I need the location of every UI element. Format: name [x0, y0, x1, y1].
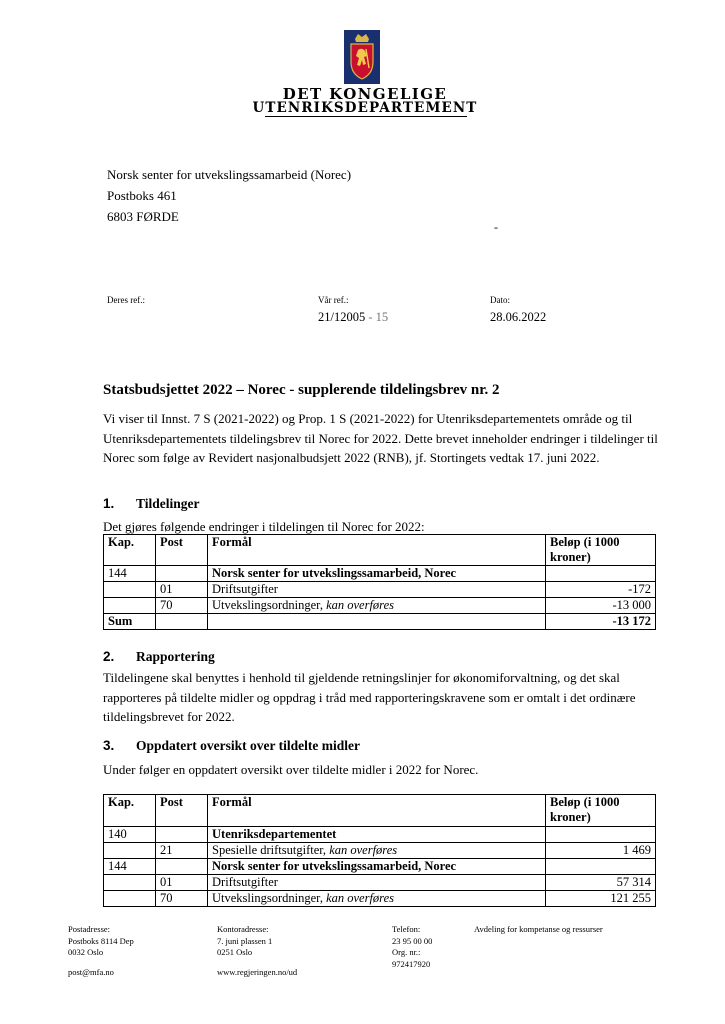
- cell-belop: 121 255: [546, 891, 656, 907]
- recipient-postbox: Postboks 461: [107, 188, 177, 203]
- cell-formal: Norsk senter for utvekslingssamarbeid, Norec: [208, 859, 546, 875]
- cell-belop: 1 469: [546, 843, 656, 859]
- intro-paragraph: Vi viser til Innst. 7 S (2021-2022) og Prop. 1 S (2021-2022) for Utenriksdepartementets område og til Utenriksdepartementets tildelingsbrev til Norec for 2022. Dette brevet inneholder endringer i tildelinger til Norec som følge av Revidert nasjonalbudsjett 2022 (RNB), jf. Stortingets vedtak 17. juni 2022.: [103, 411, 658, 465]
- formal-italic: kan overføres: [326, 598, 394, 612]
- letter-title: Statsbudsjettet 2022 – Norec - supplerende tildelingsbrev nr. 2: [103, 382, 500, 398]
- header-post: Post: [156, 535, 208, 566]
- cell-post: 21: [156, 843, 208, 859]
- table-row: [104, 582, 656, 598]
- footer-postal-address: [68, 924, 134, 959]
- cell-kap: 144: [104, 566, 156, 582]
- section-3-number: 3.: [103, 738, 115, 753]
- formal-text: Utvekslingsordninger,: [212, 891, 327, 905]
- cell-kap: [104, 891, 156, 907]
- cell-belop: 57 314: [546, 875, 656, 891]
- footer-text: Postboks 8114 Dep: [68, 935, 134, 946]
- section-3-text: Under følger en oppdatert oversikt over tildelte midler i 2022 for Norec.: [103, 762, 479, 777]
- formal-text: Spesielle driftsutgifter,: [212, 843, 330, 857]
- table-row: [104, 875, 656, 891]
- header-kap: Kap.: [104, 795, 156, 827]
- deres-ref-label: Deres ref.:: [107, 295, 145, 305]
- table-row: [104, 843, 656, 859]
- empty-cell: [156, 614, 208, 630]
- section-1-title: Tildelinger: [136, 496, 200, 511]
- recipient-name: Norsk senter for utvekslingssamarbeid (Norec): [107, 167, 352, 182]
- var-ref-value: [318, 310, 388, 325]
- cell-belop: -172: [546, 582, 656, 598]
- ministry-name-line2: UTENRIKSDEPARTEMENT: [252, 100, 478, 116]
- section-1-text: Det gjøres følgende endringer i tildelingen til Norec for 2022:: [103, 519, 425, 534]
- footer-text: 0032 Oslo: [68, 947, 104, 957]
- footer-website: www.regjeringen.no/ud: [217, 967, 298, 977]
- cell-post: 01: [156, 582, 208, 598]
- cell-kap: 140: [104, 827, 156, 843]
- cell-post: 70: [156, 598, 208, 614]
- sum-label: Sum: [104, 614, 156, 630]
- section-1-number: 1.: [103, 496, 115, 511]
- footer-label: Telefon:: [392, 924, 421, 934]
- section-3-title: Oppdatert oversikt over tildelte midler: [136, 738, 360, 753]
- cell-formal: Driftsutgifter: [208, 875, 546, 891]
- footer-label: Kontoradresse:: [217, 924, 269, 934]
- cell-kap: [104, 582, 156, 598]
- footer-text: 0251 Oslo: [217, 947, 253, 957]
- formal-italic: kan overføres: [329, 843, 398, 857]
- cell-formal: Norsk senter for utvekslingssamarbeid, Norec: [208, 566, 546, 582]
- table-row: [104, 891, 656, 907]
- cell-belop: [546, 566, 656, 582]
- cell-post: [156, 859, 208, 875]
- cell-kap: [104, 598, 156, 614]
- section-2-heading: [103, 649, 215, 665]
- header-belop: Beløp (i 1000 kroner): [546, 535, 656, 566]
- cell-belop: [546, 859, 656, 875]
- formal-text: Utvekslingsordninger,: [212, 598, 327, 612]
- cell-post: [156, 566, 208, 582]
- footer-label: Postadresse:: [68, 924, 111, 934]
- table-row: [104, 827, 656, 843]
- var-ref-label: Vår ref.:: [318, 295, 349, 305]
- ministry-name-line1: DET KONGELIGE: [282, 85, 448, 103]
- section-2-title: Rapportering: [136, 649, 215, 664]
- footer-text: 23 95 00 00: [392, 935, 433, 946]
- overview-table: [103, 794, 656, 907]
- cell-kap: [104, 875, 156, 891]
- table-row: [104, 859, 656, 875]
- changes-table: [103, 534, 656, 630]
- table-sum-row: [104, 614, 656, 630]
- formal-italic: kan overføres: [326, 891, 394, 905]
- section-3-heading: [103, 738, 360, 754]
- coat-of-arms-logo: [344, 30, 380, 84]
- footer-contact: [392, 924, 432, 970]
- section-2-number: 2.: [103, 649, 115, 664]
- table-header-row: [104, 535, 656, 566]
- table-row: [104, 598, 656, 614]
- section-2-text: Tildelingene skal benyttes i henhold til gjeldende retningslinjer for økonomiforvaltning, og det skal rapporteres på tildelte midler og oppdrag i tråd med rapporteringskravene som er omtalt i det ordinære tildelingsbrevet for 2022.: [103, 670, 636, 724]
- cell-formal: [208, 843, 546, 859]
- cell-formal: [208, 598, 546, 614]
- footer-label: Org. nr.:: [392, 947, 421, 957]
- header-formal: Formål: [208, 795, 546, 827]
- footer-department: Avdeling for kompetanse og ressurser: [474, 924, 603, 934]
- cell-belop: -13 000: [546, 598, 656, 614]
- date-value: 28.06.2022: [490, 310, 547, 324]
- recipient-postal: 6803 FØRDE: [107, 209, 179, 224]
- dash-mark: -: [494, 220, 498, 234]
- header-belop: Beløp (i 1000 kroner): [546, 795, 656, 827]
- header-divider: [265, 116, 467, 117]
- cell-post: [156, 827, 208, 843]
- footer-office-address: [217, 924, 272, 959]
- var-ref-suffix: - 15: [368, 310, 389, 324]
- recipient-address: [107, 164, 351, 227]
- empty-cell: [208, 614, 546, 630]
- header-kap: Kap.: [104, 535, 156, 566]
- header-formal: Formål: [208, 535, 546, 566]
- sum-value: -13 172: [546, 614, 656, 630]
- date-label: Dato:: [490, 295, 510, 305]
- table-row: [104, 566, 656, 582]
- table-header-row: [104, 795, 656, 827]
- footer-email: post@mfa.no: [68, 967, 114, 977]
- cell-kap: 144: [104, 859, 156, 875]
- cell-kap: [104, 843, 156, 859]
- cell-formal: [208, 891, 546, 907]
- cell-post: 70: [156, 891, 208, 907]
- cell-formal: Utenriksdepartementet: [208, 827, 546, 843]
- footer-text: 972417920: [392, 958, 431, 969]
- cell-formal: Driftsutgifter: [208, 582, 546, 598]
- var-ref-number: 21/12005: [318, 310, 366, 324]
- header-post: Post: [156, 795, 208, 827]
- section-1-heading: [103, 496, 200, 512]
- footer-text: 7. juni plassen 1: [217, 935, 273, 946]
- cell-post: 01: [156, 875, 208, 891]
- cell-belop: [546, 827, 656, 843]
